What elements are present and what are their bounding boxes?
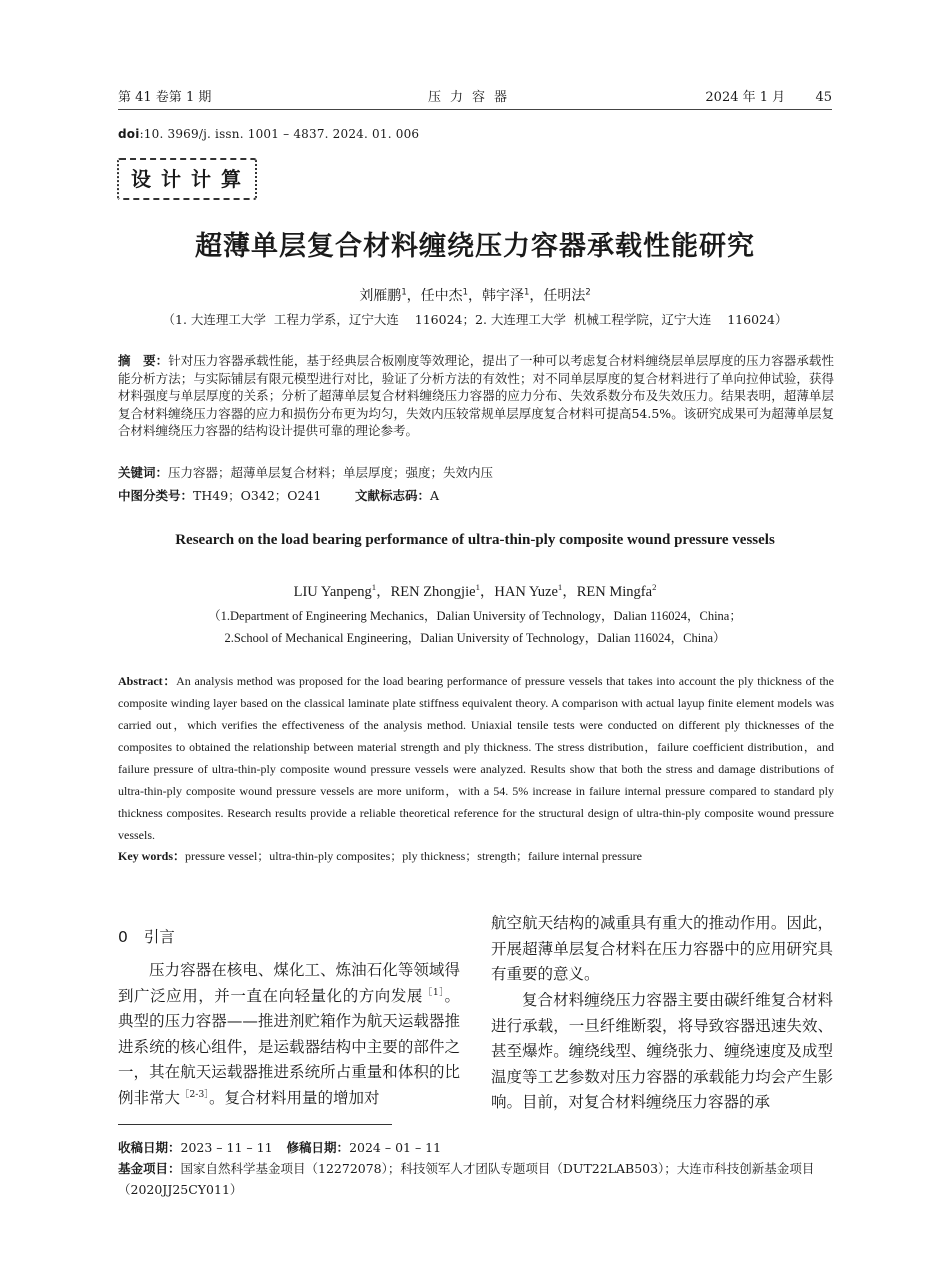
received-date: 2023 – 11 – 11 <box>180 1140 273 1155</box>
running-header-date-page <box>705 86 832 105</box>
keywords-cn <box>118 463 493 481</box>
abstract-en-label: Abstract： <box>118 674 177 688</box>
keywords-en-text: pressure vessel；ultra-thin-ply composites；ply thickness；strength；failure internal pressure <box>185 849 642 863</box>
body-paragraph: 复合材料缠绕压力容器主要由碳纤维复合材料进行承载，一旦纤维断裂，将导致容器迅速失效、甚至爆炸。缠绕线型、缠绕张力、缠绕速度及成型温度等工艺参数对压力容器的承载能力均会产生影响。目前，对复合材料缠绕压力容器的承 <box>491 991 833 1111</box>
classification-cn-text: TH49；O342；O241 <box>193 488 322 503</box>
abstract-en <box>118 670 834 846</box>
keywords-cn-text: 压力容器；超薄单层复合材料；单层厚度；强度；失效内压 <box>168 465 494 480</box>
body-paragraph-continued: 航空航天结构的减重具有重大的推动作用。因此，开展超薄单层复合材料在压力容器中的应用研究具有重要的意义。 <box>491 914 833 983</box>
author-name: 任中杰 <box>420 288 463 304</box>
paper-title-en: Research on the load bearing performance of ultra-thin-ply composite wound pressure vessels <box>175 532 775 548</box>
author-name-en: REN Zhongjie <box>390 584 476 600</box>
document-code-cn-text: A <box>430 488 440 503</box>
revised-label: 修稿日期： <box>286 1140 350 1155</box>
section-title: 引言 <box>143 928 175 946</box>
body-text: 。复合材料用量的增加对 <box>208 1088 380 1107</box>
body-text: 。典型的压力容器——推进剂贮箱作为航天运载器推进系统的核心组件，是运载器结构中主要的部件之一，其在航天运载器推进系统所占重量和体积的比例非常大 <box>118 986 460 1107</box>
received-label: 收稿日期： <box>118 1140 181 1155</box>
page-number: 45 <box>815 90 832 105</box>
running-header-volume: 第 41 卷第 1 期 <box>118 90 212 105</box>
running-header-journal: 压力容器 <box>428 90 517 105</box>
author-affiliation-mark: 1 <box>371 582 377 593</box>
author-name-en: HAN Yuze <box>494 584 558 600</box>
paper-title-cn: 超薄单层复合材料缠绕压力容器承载性能研究 <box>195 231 755 262</box>
doi-value: :10. 3969/j. issn. 1001 – 4837. 2024. 01. 006 <box>139 127 420 141</box>
document-code-cn-label: 文献标志码： <box>355 488 431 503</box>
author-affiliation-mark: 2 <box>652 582 657 593</box>
footnote-rule <box>118 1124 392 1125</box>
section-badge: 设计计算 <box>117 158 257 200</box>
doi-label: doi <box>118 127 140 141</box>
author-name: 任明法 <box>543 288 586 304</box>
classification-cn-label: 中图分类号： <box>118 488 194 503</box>
author-name: 刘雁鹏 <box>359 288 402 304</box>
footnote-fund <box>118 1158 834 1200</box>
body-text: 压力容器在核电、煤化工、炼油石化等领域得到广泛应用，并一直在向轻量化的方向发展 <box>118 961 460 1005</box>
classification-cn <box>118 486 321 504</box>
keywords-en-label: Key words： <box>118 849 185 863</box>
author-affiliation-mark: 2 <box>585 286 591 297</box>
running-header-date: 2024 年 1 月 <box>705 90 786 105</box>
abstract-cn-label: 摘 要： <box>118 353 169 368</box>
affiliation-en-line: （1.Department of Engineering Mechanics，Dalian University of Technology，Dalian 116024，China； <box>208 609 742 623</box>
authors-cn: 刘雁鹏$^1$，任中杰$^1$，韩宇泽$^1$，任明法$^2$ <box>359 286 591 304</box>
author-affiliation-mark: 1 <box>557 582 563 593</box>
authors-en: LIU Yanpeng$^1$，REN Zhongjie$^1$，HAN Yuze$^1$，REN Mingfa$^2$ <box>293 582 657 600</box>
keywords-en <box>118 847 642 864</box>
section-heading <box>118 925 175 947</box>
header-rule <box>118 109 832 110</box>
affiliations-cn: （1. 大连理工大学 工程力学系，辽宁大连 116024；2. 大连理工大学 机械工程学院，辽宁大连 116024） <box>162 312 788 327</box>
footnote-dates <box>118 1137 834 1158</box>
document-code-cn <box>355 486 439 504</box>
abstract-cn <box>118 352 834 440</box>
abstract-cn-text: 针对压力容器承载性能，基于经典层合板刚度等效理论，提出了一种可以考虑复合材料缠绕层单层厚度的压力容器承载性能分析方法；与实际铺层有限元模型进行对比，验证了分析方法的有效性；对不同单层厚度的复合材料进行了单向拉伸试验，获得材料强度与单层厚度的关系；分析了超薄单层复合材料缠绕压力容器的应力分布、失效系数分布及失效压力。结果表明，超薄单层复合材料缠绕压力容器的应力和损伤分布更为均匀，失效内压较常规单层厚度复合材料可提高54.5%。该研究成果可为超薄单层复合材料缠绕压力容器的结构设计提供可靠的理论参考。 <box>118 353 834 438</box>
author-affiliation-mark: 1 <box>475 582 480 593</box>
keywords-cn-label: 关键词： <box>118 465 169 480</box>
author-affiliation-mark: 1 <box>462 286 468 297</box>
fund-label: 基金项目： <box>118 1161 181 1176</box>
citation: ［1］ <box>422 986 445 998</box>
doi-line <box>118 127 419 141</box>
author-name-en: LIU Yanpeng <box>293 584 372 600</box>
citation: ［2-3］ <box>180 1088 209 1100</box>
affiliations-en <box>0 605 950 649</box>
author-affiliation-mark: 1 <box>401 286 407 297</box>
body-paragraph <box>118 958 460 1111</box>
fund-text: 国家自然科学基金项目（12272078）；科技领军人才团队专题项目（DUT22LAB503）；大连市科技创新基金项目（2020JJ25CY011） <box>118 1161 815 1197</box>
author-name-en: REN Mingfa <box>576 584 653 600</box>
affiliation-en-line: 2.School of Mechanical Engineering，Dalian University of Technology，Dalian 116024，China） <box>224 631 726 645</box>
section-number: 0 <box>118 928 128 946</box>
author-affiliation-mark: 1 <box>524 286 530 297</box>
abstract-en-text: An analysis method was proposed for the load bearing performance of pressure vessels that takes into account the ply thickness of the composite winding layer based on the classical laminate plate stiffness equivalent theory. A comparison with actual layup finite element models was carried out，which verifies the effectiveness of the analysis method. Uniaxial tensile tests were conducted on different ply thicknesses of the composites to obtained the relationship between material strength and ply thickness. The stress distribution，failure coefficient distribution，and failure pressure of ultra-thin-ply composite wound pressure vessels were analyzed. Results show that both the stress and damage distributions of ultra-thin-ply composite wound pressure vessels are more uniform，with a 54. 5% increase in failure internal pressure compared to standard ply thickness composites. Research results provide a reliable theoretical reference for the structural design of ultra-thin-ply composite wound pressure vessels. <box>118 674 834 842</box>
revised-date: 2024 – 01 – 11 <box>349 1140 442 1155</box>
author-name: 韩宇泽 <box>482 288 524 304</box>
